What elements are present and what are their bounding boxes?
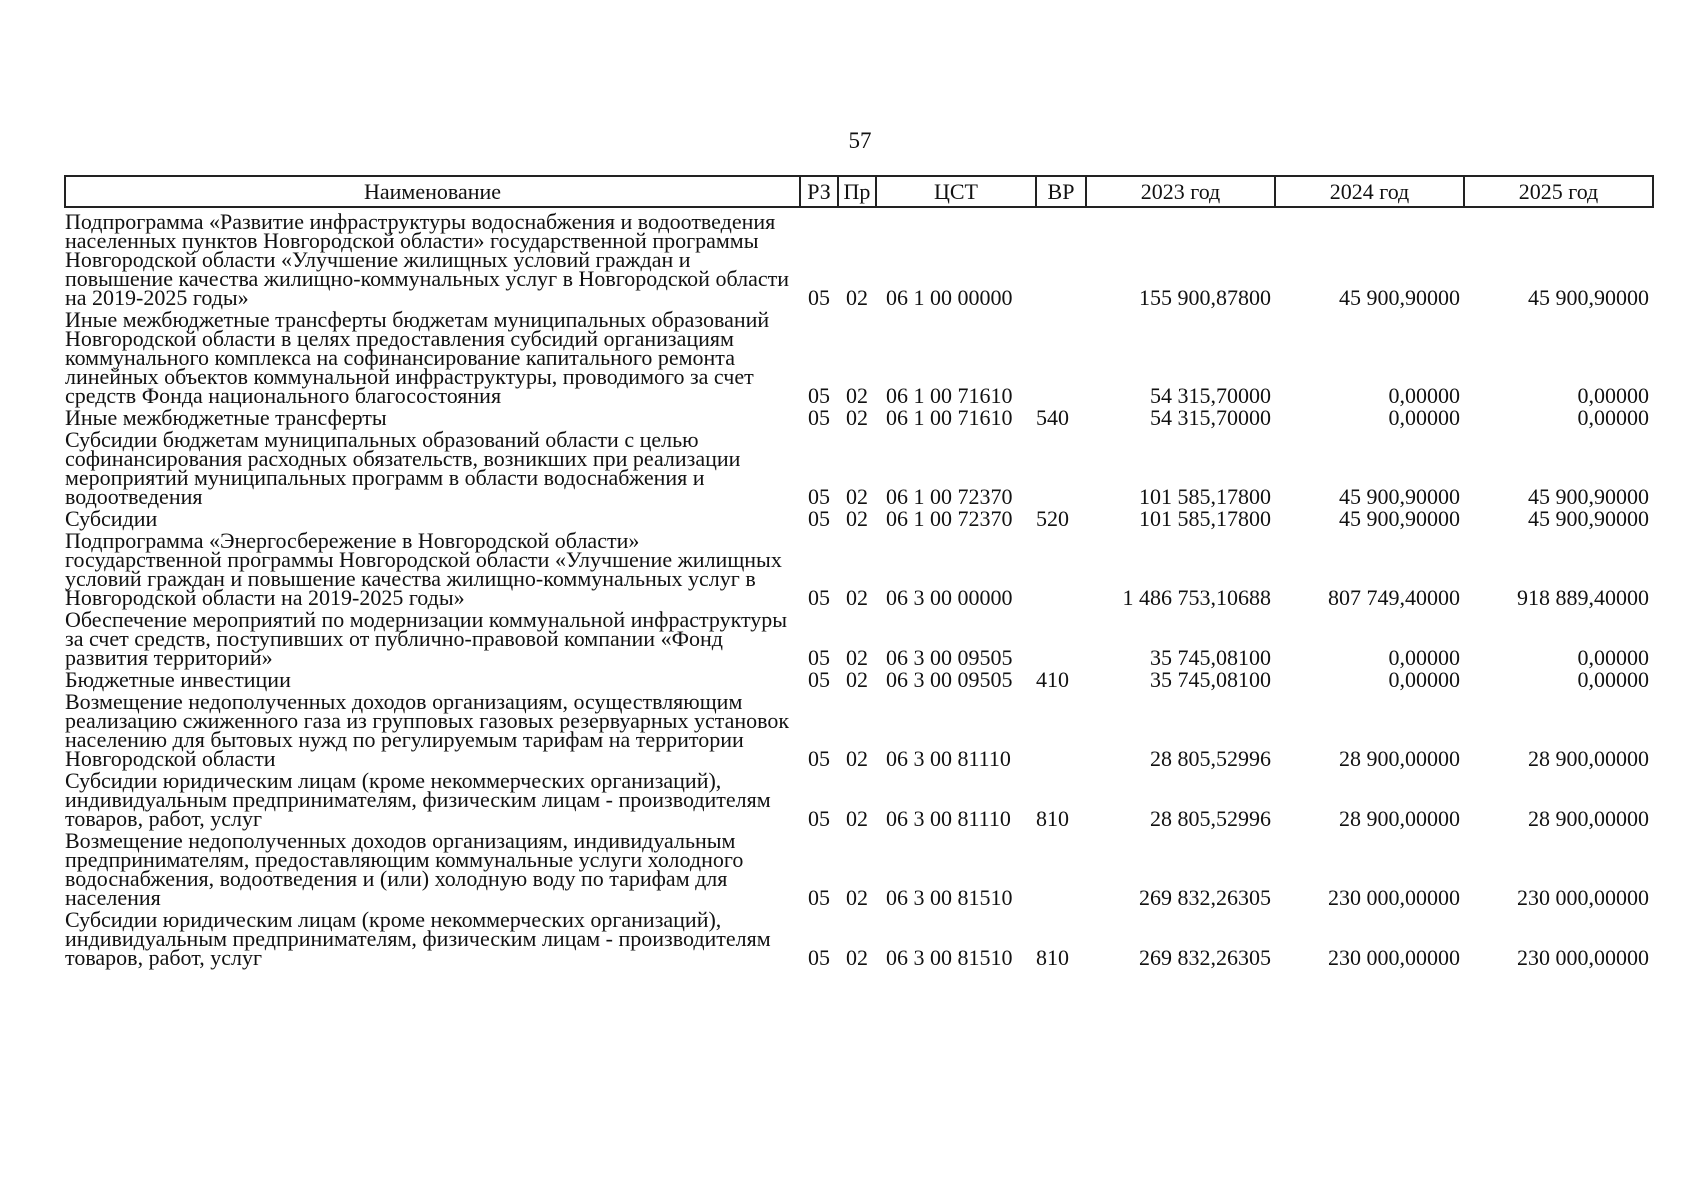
header-2023: 2023 год <box>1086 176 1275 207</box>
budget-table <box>64 175 1654 970</box>
row-vr <box>1036 430 1086 509</box>
row-cst: 06 3 00 81510 <box>886 945 1013 970</box>
row-vr <box>1036 207 1086 310</box>
row-rz: 05 <box>808 945 830 970</box>
header-vr: ВР <box>1036 176 1086 207</box>
row-name: Возмещение недополученных доходов организациям, осуществляющим реализацию сжиженного газа из групповых газовых резервуарных установок населению для бытовых нужд по регулируемым тарифам на территории Новгородской области <box>65 689 790 771</box>
row-name: Возмещение недополученных доходов организациям, индивидуальным предпринимателям, предоставляющим коммунальные услуги холодного водоснабжения, водоотведения и (или) холодную воду по тарифам для населения <box>65 828 744 910</box>
row-2024: 28 900,00000 <box>1339 746 1460 771</box>
row-cst: 06 1 00 72370 <box>886 484 1013 509</box>
row-2023: 54 315,70000 <box>1150 383 1271 408</box>
row-rz: 05 <box>808 285 830 310</box>
row-pr: 02 <box>846 506 868 531</box>
row-rz: 05 <box>808 746 830 771</box>
row-2025: 45 900,90000 <box>1528 285 1649 310</box>
table-row <box>65 910 1653 970</box>
row-2024: 45 900,90000 <box>1339 506 1460 531</box>
row-vr: 810 <box>1036 806 1069 831</box>
row-pr: 02 <box>846 945 868 970</box>
table-row <box>65 610 1653 670</box>
row-name: Обеспечение мероприятий по модернизации коммунальной инфраструктуры за счет средств, поступивших от публично-правовой компании «Фонд развития территорий» <box>65 607 788 670</box>
row-2024: 0,00000 <box>1388 667 1460 692</box>
row-name: Подпрограмма «Энергосбережение в Новгородской области» государственной программы Новгородской области «Улучшение жилищных условий граждан и повышение качества жилищно-коммунальных услуг в Новгородской области на 2019-2025 годы» <box>65 528 782 610</box>
row-cst: 06 3 00 81110 <box>886 806 1011 831</box>
row-pr: 02 <box>846 885 868 910</box>
header-rz: РЗ <box>800 176 838 207</box>
row-vr <box>1036 531 1086 610</box>
page-number: 57 <box>848 128 872 153</box>
row-2023: 269 832,26305 <box>1139 945 1271 970</box>
row-name: Субсидии юридическим лицам (кроме некоммерческих организаций), индивидуальным предпринимателям, физическим лицам - производителям товаров, работ, услуг <box>65 907 771 970</box>
row-cst: 06 3 00 81510 <box>886 885 1013 910</box>
row-cst: 06 1 00 72370 <box>886 506 1013 531</box>
row-2024: 230 000,00000 <box>1328 945 1460 970</box>
row-cst: 06 3 00 09505 <box>886 667 1013 692</box>
row-rz: 05 <box>808 383 830 408</box>
row-rz: 05 <box>808 506 830 531</box>
table-row <box>65 692 1653 771</box>
row-cst: 06 1 00 71610 <box>886 405 1013 430</box>
row-2025: 0,00000 <box>1577 667 1649 692</box>
row-pr: 02 <box>846 746 868 771</box>
row-pr: 02 <box>846 806 868 831</box>
row-vr: 410 <box>1036 667 1069 692</box>
row-name: Бюджетные инвестиции <box>65 667 291 692</box>
row-pr: 02 <box>846 645 868 670</box>
header-pr: Пр <box>838 176 876 207</box>
row-2025: 230 000,00000 <box>1517 945 1649 970</box>
row-pr: 02 <box>846 405 868 430</box>
row-2023: 28 805,52996 <box>1150 806 1271 831</box>
row-2023: 1 486 753,10688 <box>1122 585 1271 610</box>
row-name: Субсидии бюджетам муниципальных образований области с целью софинансирования расходных обязательств, возникших при реализации мероприятий муниципальных программ в области водоснабжения и водоотведения <box>65 427 741 509</box>
row-2024: 45 900,90000 <box>1339 484 1460 509</box>
row-name: Подпрограмма «Развитие инфраструктуры водоснабжения и водоотведения населенных пунктов Новгородской области» государственной программы Новгородской области «Улучшение жилищных условий граждан и повышение качества жилищно-коммунальных услуг в Новгородской области на 2019-2025 годы» <box>65 209 789 310</box>
row-2025: 918 889,40000 <box>1517 585 1649 610</box>
table-row <box>65 430 1653 509</box>
table-row <box>65 310 1653 408</box>
row-vr: 540 <box>1036 405 1069 430</box>
row-2023: 101 585,17800 <box>1139 506 1271 531</box>
row-vr <box>1036 610 1086 670</box>
table-row <box>65 771 1653 831</box>
row-name: Иные межбюджетные трансферты <box>65 405 387 430</box>
row-2023: 28 805,52996 <box>1150 746 1271 771</box>
row-cst: 06 1 00 00000 <box>886 285 1013 310</box>
row-cst: 06 3 00 09505 <box>886 645 1013 670</box>
row-name: Субсидии <box>65 506 158 531</box>
header-2024: 2024 год <box>1275 176 1464 207</box>
row-2025: 230 000,00000 <box>1517 885 1649 910</box>
table-row <box>65 207 1653 310</box>
row-2024: 0,00000 <box>1388 383 1460 408</box>
header-2025: 2025 год <box>1464 176 1653 207</box>
row-2025: 28 900,00000 <box>1528 746 1649 771</box>
row-2023: 35 745,08100 <box>1150 667 1271 692</box>
header-cst: ЦСТ <box>876 176 1036 207</box>
row-2023: 54 315,70000 <box>1150 405 1271 430</box>
row-2023: 35 745,08100 <box>1150 645 1271 670</box>
row-name: Иные межбюджетные трансферты бюджетам муниципальных образований Новгородской области в целях предоставления субсидий организациям коммунального комплекса на софинансирование капитального ремонта линейных объектов коммунальной инфраструктуры, проводимого за счет средств Фонда национального благосостояния <box>65 307 770 408</box>
row-pr: 02 <box>846 667 868 692</box>
row-2024: 45 900,90000 <box>1339 285 1460 310</box>
row-2025: 0,00000 <box>1577 645 1649 670</box>
table-row <box>65 831 1653 910</box>
row-cst: 06 3 00 81110 <box>886 746 1011 771</box>
header-name: Наименование <box>65 176 800 207</box>
row-2023: 101 585,17800 <box>1139 484 1271 509</box>
row-2024: 0,00000 <box>1388 645 1460 670</box>
row-cst: 06 3 00 00000 <box>886 585 1013 610</box>
row-vr: 810 <box>1036 945 1069 970</box>
row-2024: 0,00000 <box>1388 405 1460 430</box>
row-pr: 02 <box>846 285 868 310</box>
row-pr: 02 <box>846 585 868 610</box>
row-name: Субсидии юридическим лицам (кроме некоммерческих организаций), индивидуальным предпринимателям, физическим лицам - производителям товаров, работ, услуг <box>65 768 771 831</box>
row-rz: 05 <box>808 585 830 610</box>
row-2025: 0,00000 <box>1577 405 1649 430</box>
row-pr: 02 <box>846 383 868 408</box>
row-rz: 05 <box>808 806 830 831</box>
row-rz: 05 <box>808 645 830 670</box>
table-row <box>65 531 1653 610</box>
row-2025: 0,00000 <box>1577 383 1649 408</box>
row-2024: 230 000,00000 <box>1328 885 1460 910</box>
row-rz: 05 <box>808 667 830 692</box>
row-2025: 45 900,90000 <box>1528 484 1649 509</box>
row-2025: 45 900,90000 <box>1528 506 1649 531</box>
row-rz: 05 <box>808 885 830 910</box>
row-2024: 28 900,00000 <box>1339 806 1460 831</box>
row-2024: 807 749,40000 <box>1328 585 1460 610</box>
row-2025: 28 900,00000 <box>1528 806 1649 831</box>
row-vr <box>1036 692 1086 771</box>
row-rz: 05 <box>808 405 830 430</box>
row-vr: 520 <box>1036 506 1069 531</box>
table-header-row <box>65 176 1653 207</box>
row-vr <box>1036 310 1086 408</box>
row-2023: 269 832,26305 <box>1139 885 1271 910</box>
row-2023: 155 900,87800 <box>1139 285 1271 310</box>
row-pr: 02 <box>846 484 868 509</box>
row-vr <box>1036 831 1086 910</box>
row-cst: 06 1 00 71610 <box>886 383 1013 408</box>
row-rz: 05 <box>808 484 830 509</box>
